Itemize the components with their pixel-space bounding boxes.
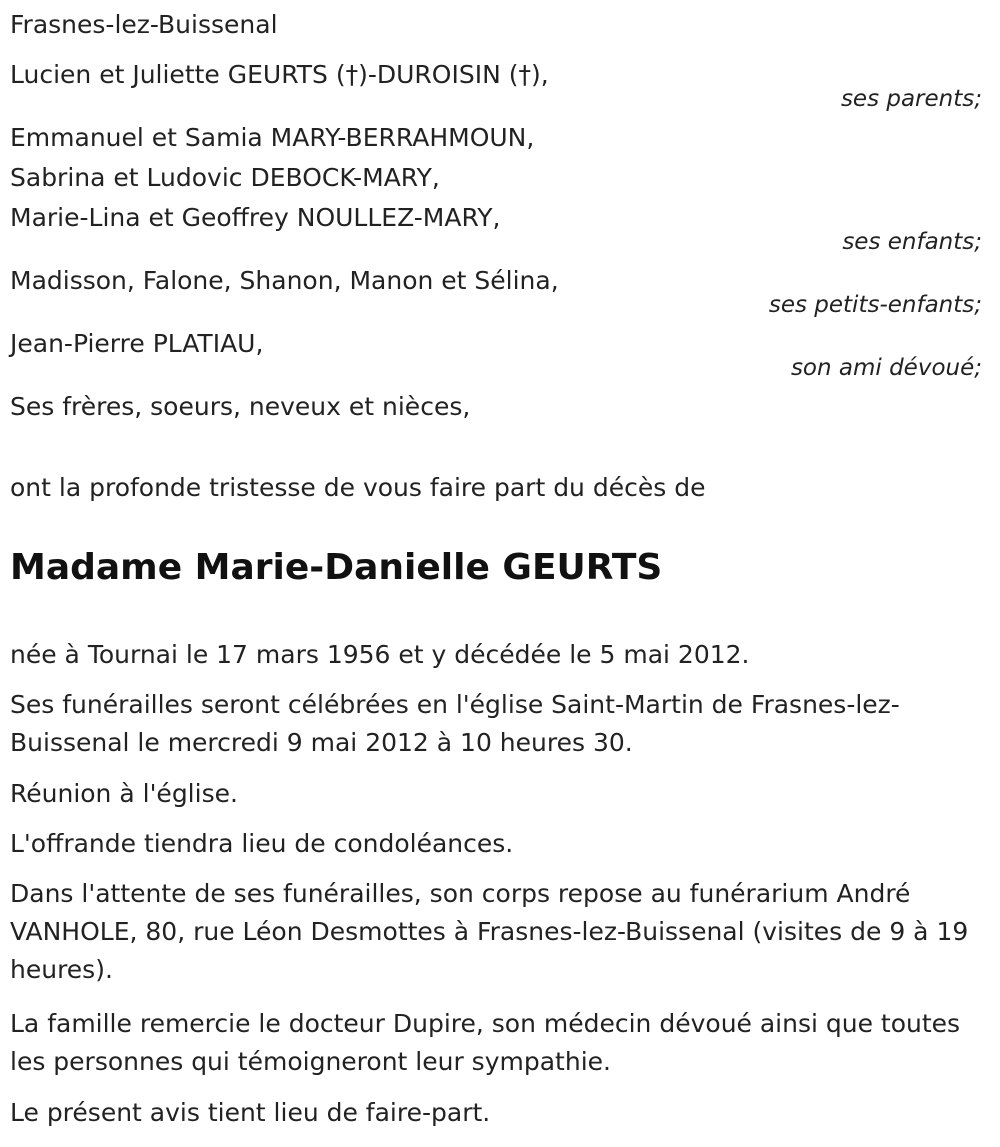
grandchildren-role: ses petits-enfants; (768, 292, 982, 318)
notice-info: Le présent avis tient lieu de faire-part. (10, 1098, 491, 1127)
child-line-2: Sabrina et Ludovic DEBOCK-MARY, (10, 163, 440, 192)
funeral-info: Ses funérailles seront célébrées en l'église Saint-Martin de Frasnes-lez-Buissenal le mercredi 9 mai 2012 à 10 heures 30. (10, 690, 900, 757)
child-line-3: Marie-Lina et Geoffrey NOULLEZ-MARY, (10, 203, 501, 232)
meeting-info: Réunion à l'église. (10, 779, 238, 808)
parents-role: ses parents; (840, 86, 982, 112)
friend-role: son ami dévoué; (790, 355, 982, 381)
visitation-info: Dans l'attente de ses funérailles, son corps repose au funérarium André VANHOLE, 80, rue Léon Desmottes à Frasnes-lez-Buissenal (visites de 9 à 19 heures). (10, 879, 969, 984)
children-role: ses enfants; (842, 229, 982, 255)
birth-death-info: née à Tournai le 17 mars 1956 et y décédée le 5 mai 2012. (10, 640, 750, 669)
siblings-line: Ses frères, soeurs, neveux et nièces, (10, 392, 471, 421)
announcement-intro: ont la profonde tristesse de vous faire part du décès de (10, 473, 706, 502)
child-line-1: Emmanuel et Samia MARY-BERRAHMOUN, (10, 123, 535, 152)
thanks-info: La famille remercie le docteur Dupire, son médecin dévoué ainsi que toutes les personnes qui témoigneront leur sympathie. (10, 1009, 961, 1076)
parents-line: Lucien et Juliette GEURTS (†)-DUROISIN (†), (10, 60, 549, 89)
grandchildren-line: Madisson, Falone, Shanon, Manon et Sélina, (10, 266, 559, 295)
friend-line: Jean-Pierre PLATIAU, (10, 329, 264, 358)
location-line: Frasnes-lez-Buissenal (10, 10, 278, 39)
deceased-name: Madame Marie-Danielle GEURTS (10, 547, 663, 588)
offering-info: L'offrande tiendra lieu de condoléances. (10, 829, 514, 858)
